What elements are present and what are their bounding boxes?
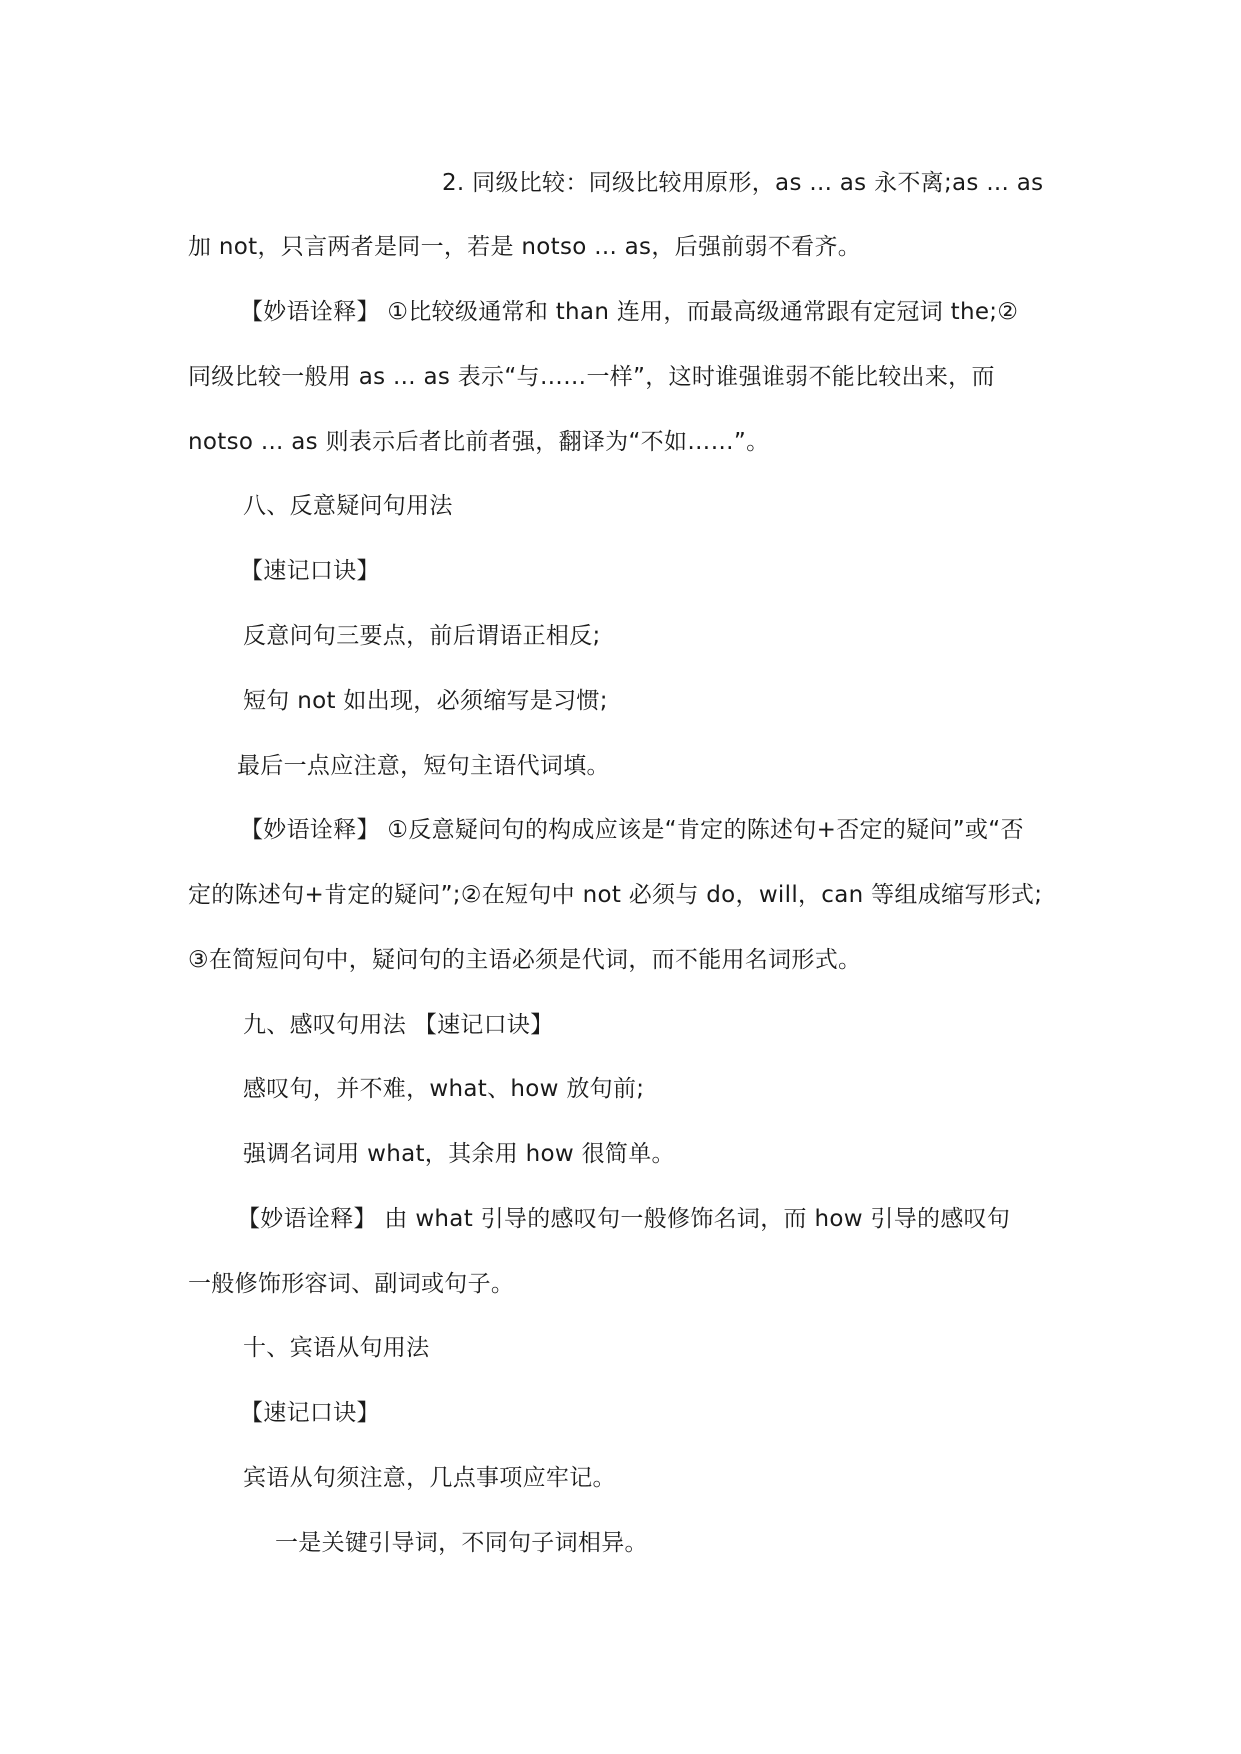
text-line-22: 一是关键引导词，不同句子词相异。: [275, 1530, 648, 1556]
section-heading-10: 十、宾语从句用法: [243, 1335, 430, 1361]
text-line-1: 2. 同级比较：同级比较用原形，as ... as 永不离;as ... as: [442, 170, 1044, 196]
section-heading-9: 九、感叹句用法 【速记口诀】: [243, 1012, 554, 1038]
section-heading-8: 八、反意疑问句用法: [243, 493, 453, 519]
text-line-3: 【妙语诠释】 ①比较级通常和 than 连用，而最高级通常跟有定冠词 the;②: [240, 299, 1019, 325]
text-line-12: 定的陈述句+肯定的疑问”;②在短句中 not 必须与 do，will，can 等组成缩写形式;: [188, 882, 1043, 908]
text-line-13: ③在简短问句中，疑问句的主语必须是代词，而不能用名词形式。: [188, 947, 862, 973]
text-line-4: 同级比较一般用 as ... as 表示“与……一样”，这时谁强谁弱不能比较出来，而: [188, 364, 995, 390]
text-line-21: 宾语从句须注意，几点事项应牢记。: [243, 1465, 616, 1491]
text-line-9: 短句 not 如出现，必须缩写是习惯;: [243, 688, 608, 714]
text-line-2: 加 not，只言两者是同一，若是 notso ... as，后强前弱不看齐。: [188, 234, 862, 260]
mnemonic-label: 【速记口诀】: [240, 558, 380, 584]
mnemonic-label-2: 【速记口诀】: [240, 1400, 380, 1426]
text-line-18: 一般修饰形容词、副词或句子。: [188, 1271, 515, 1297]
text-line-5: notso ... as 则表示后者比前者强，翻译为“不如……”。: [188, 429, 770, 455]
text-line-15: 感叹句，并不难，what、how 放句前;: [243, 1076, 645, 1102]
text-line-11: 【妙语诠释】 ①反意疑问句的构成应该是“肯定的陈述句+否定的疑问”或“否: [240, 817, 1024, 843]
text-line-8: 反意问句三要点，前后谓语正相反;: [243, 623, 601, 649]
text-line-16: 强调名词用 what，其余用 how 很简单。: [243, 1141, 675, 1167]
text-line-10: 最后一点应注意，短句主语代词填。: [237, 753, 610, 779]
text-line-17: 【妙语诠释】 由 what 引导的感叹句一般修饰名词，而 how 引导的感叹句: [237, 1206, 1011, 1232]
